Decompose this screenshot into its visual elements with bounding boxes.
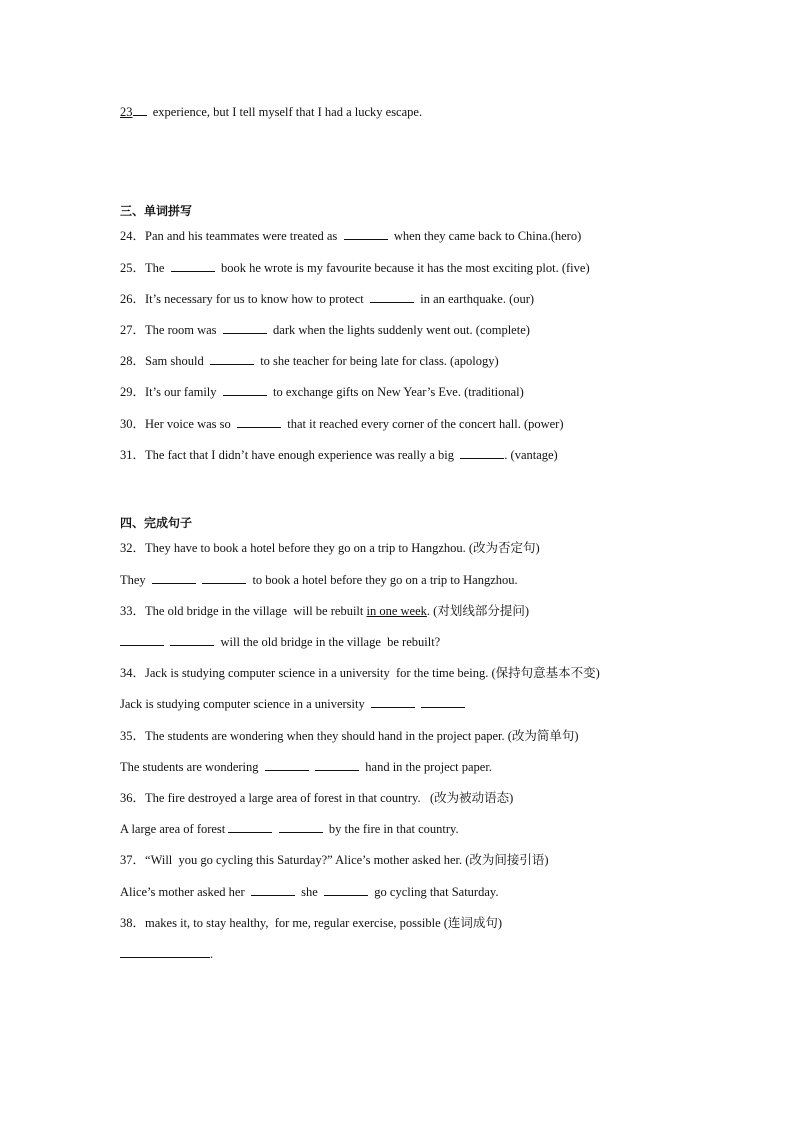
- answer-38: .: [120, 946, 213, 962]
- question-32: 32．They have to book a hotel before they go on a trip to Hangzhou. (改为否定句): [120, 541, 540, 555]
- question-31: 31．The fact that I didn’t have enough experience was really a big . (vantage): [120, 448, 558, 462]
- answer-blank[interactable]: [120, 634, 164, 646]
- answer-blank[interactable]: [315, 759, 359, 771]
- section-heading-complete-sentences: 四、完成句子: [120, 516, 193, 530]
- question-25: 25．The book he wrote is my favourite because it has the most exciting plot. (five): [120, 261, 590, 275]
- answer-34: Jack is studying computer science in a university: [120, 696, 465, 712]
- underlined-phrase: in one week: [366, 604, 427, 618]
- question-30: 30．Her voice was so that it reached every corner of the concert hall. (power): [120, 417, 564, 431]
- question-33: 33．The old bridge in the village will be rebuilt in one week. (对划线部分提问): [120, 604, 529, 618]
- question-35: 35．The students are wondering when they should hand in the project paper. (改为简单句): [120, 729, 579, 743]
- question-37: 37．“Will you go cycling this Saturday?” Alice’s mother asked her. (改为间接引语): [120, 853, 549, 867]
- answer-blank[interactable]: [279, 821, 323, 833]
- answer-37: Alice’s mother asked her she go cycling that Saturday.: [120, 885, 499, 899]
- question-27: 27．The room was dark when the lights suddenly went out. (complete): [120, 323, 530, 337]
- question-26: 26．It’s necessary for us to know how to protect in an earthquake. (our): [120, 292, 535, 306]
- answer-blank[interactable]: [120, 946, 210, 958]
- answer-blank[interactable]: [223, 384, 267, 396]
- answer-blank[interactable]: [210, 353, 254, 365]
- question-text: experience, but I tell myself that I had a lucky escape.: [152, 105, 423, 119]
- question-24: 24．Pan and his teammates were treated as when they came back to China.(hero): [120, 229, 582, 243]
- carryover-line: [120, 104, 422, 120]
- answer-blank[interactable]: [202, 572, 246, 584]
- answer-blank[interactable]: [152, 572, 196, 584]
- answer-blank[interactable]: [251, 884, 295, 896]
- answer-33: will the old bridge in the village be rebuilt?: [120, 634, 440, 650]
- answer-blank[interactable]: [344, 228, 388, 240]
- answer-blank[interactable]: [421, 696, 465, 708]
- answer-blank[interactable]: [265, 759, 309, 771]
- question-36: 36．The fire destroyed a large area of forest in that country. (改为被动语态): [120, 791, 514, 805]
- answer-blank[interactable]: [170, 634, 214, 646]
- answer-35: The students are wondering hand in the project paper.: [120, 760, 492, 774]
- answer-36: A large area of forest by the fire in that country.: [120, 822, 459, 836]
- question-29: 29．It’s our family to exchange gifts on New Year’s Eve. (traditional): [120, 385, 524, 399]
- answer-blank[interactable]: [237, 416, 281, 428]
- answer-blank[interactable]: [324, 884, 368, 896]
- answer-blank[interactable]: [370, 291, 414, 303]
- answer-blank[interactable]: [133, 104, 147, 116]
- answer-blank[interactable]: [228, 821, 272, 833]
- answer-blank[interactable]: [371, 696, 415, 708]
- answer-32: They to book a hotel before they go on a trip to Hangzhou.: [120, 573, 518, 587]
- question-34: 34．Jack is studying computer science in a university for the time being. (保持句意基本不变): [120, 666, 600, 680]
- section-heading-spelling: 三、单词拼写: [120, 204, 193, 218]
- answer-blank[interactable]: [460, 447, 504, 459]
- question-38: 38．makes it, to stay healthy, for me, regular exercise, possible (连词成句): [120, 916, 503, 930]
- answer-blank[interactable]: [223, 322, 267, 334]
- question-number: 23: [120, 105, 133, 119]
- question-28: 28．Sam should to she teacher for being late for class. (apology): [120, 354, 499, 368]
- answer-blank[interactable]: [171, 260, 215, 272]
